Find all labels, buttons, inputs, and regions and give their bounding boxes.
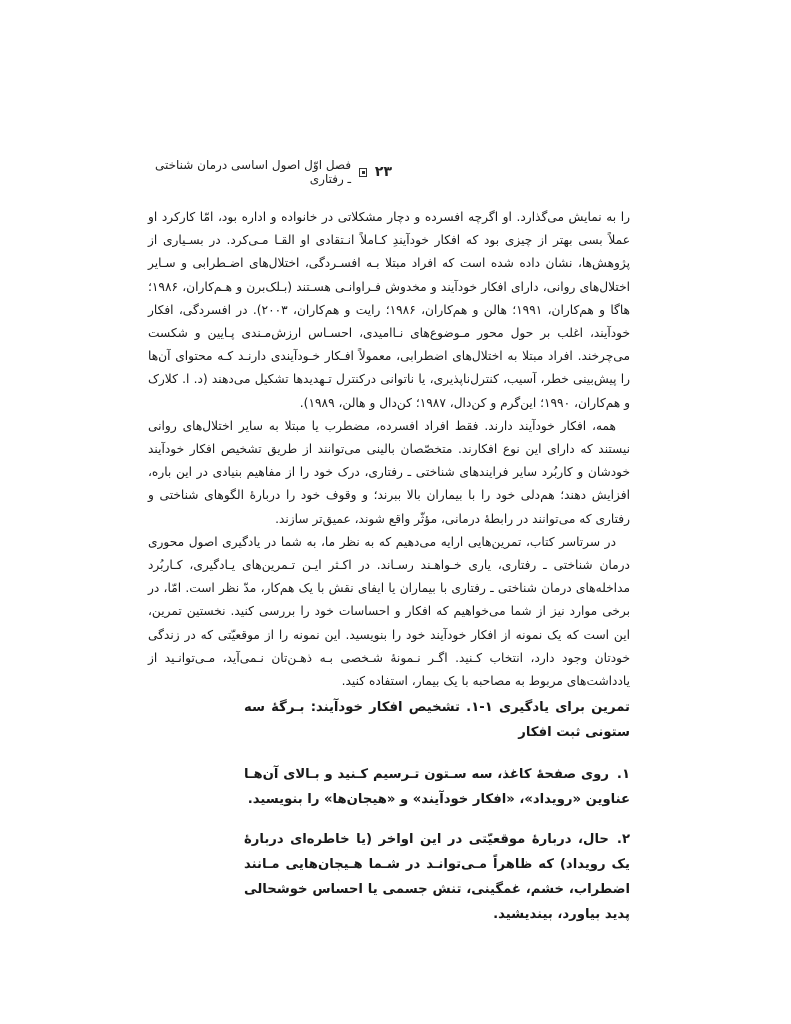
exercise-item-text: حال، دربارهٔ موقعیّتی در این اواخر (یا خاطره‌ای دربارهٔ یک رویداد) که ظاهراً مـی‌توانـد در شـما هـیجان‌هایی مـانند اضطراب، خشم، غمگینی، تنش جسمی یا احساس خوشحالی پدید بیاورد، بیندیشید. [244,832,630,922]
body-text [148,206,630,693]
exercise-item [244,762,630,812]
exercise-title: تمرین برای یادگیری ۱-۱. تشخیص افکار خودآیند: بـرگهٔ سه ستونی ثبت افکار [244,700,630,740]
paragraph: در سرتاسر کتاب، تمرین‌هایی ارایه می‌دهیم که به نظر ما، به شما در یادگیری اصول محوری درمان شناختی ـ رفتاری، یاری خـواهـند رسـاند. در اکـثر ایـن تـمرین‌های یـادگیری، کـاربُرد مداخله‌های درمان شناختی ـ رفتاری با بیماران یا ایفای نقش با یک هم‌کار، مدّ نظر است. امّا، در برخی موارد نیز از شما می‌خواهیم که افکار و احساسات خود را بررسی کنید. نخستین تمرین، این است که یک نمونه از افکار خودآیند خود را بنویسید. این نمونه را از موقعیّتی که در زندگی خودتان وجود دارد، انتخاب کـنید. اگـر نـمونهٔ شـخصی بـه ذهـن‌تان نـمی‌آید، مـی‌توانـید از یادداشت‌های مربوط به مصاحبه با یک بیمار، استفاده کنید. [148,534,630,689]
running-header [150,160,392,184]
paragraph: همه، افکار خودآیند دارند. فقط افراد افسرده، مضطرب یا مبتلا به سایر اختلال‌های روانی نیستند که دارای این نوع افکارند. متخصّصان بالینی می‌توانند از طریق تشخیص افکار خودآیند خودشان و کاربُرد سایر فرایندهای شناختی ـ رفتاری، درک خود را از مفاهیم بنیادی در این باره، افزایش دهند؛ هم‌دلی خود را با بیماران بالا ببرند؛ و وقوف خود را دربارهٔ الگوهای شناختی و رفتاری که می‌توانند در رابطهٔ درمانی، مؤثّر واقع شوند، عمیق‌تر سازند. [148,418,630,526]
paragraph: را به نمایش می‌گذارد. او اگرچه افسرده و دچار مشکلاتی در خانواده و اداره بود، امّا کارکرد او عملاً بسی بهتر از چیزی بود که افکار خودآیندِ کـاملاً انـتقادی او القـا مـی‌کرد. در بسـیاری از پژوهش‌ها، نشان داده شده است که افراد مبتلا بـه افسـردگی، اختلال‌های اضـطرابی و سـایر اختلال‌های روانی، دارای افکار خودآیند و مخدوش فـراوانـی هسـتند (بـلک‌برن و هـم‌کاران، ۱۹۸۶؛ هاگا و هم‌کاران، ۱۹۹۱؛ هالن و هم‌کاران، ۱۹۸۶؛ رایت و هم‌کاران، ۲۰۰۳). در افسردگی، افکار خودآیند، اغلب بر حول محور مـوضوع‌های نـاامیدی، احسـاس ارزش‌مـندی پـایین و شکست می‌چرخند. افراد مبتلا به اختلال‌های اضطرابی، معمولاً افـکار خـودآیندی دارنـد کـه محتوای آن‌ها را پیش‌بینی خطر، آسیب، کنترل‌ناپذیری، یا ناتوانی درکنترل تـهدیدها تشکیل می‌دهند (د. ا. کلارک و هم‌کاران، ۱۹۹۰؛ این‌گرم و کن‌دال، ۱۹۸۷؛ کن‌دال و هالن، ۱۹۸۹). [148,210,630,410]
exercise-item-number: ۱. [616,767,630,782]
exercise-item [244,827,630,927]
exercise-item-text: روی صفحهٔ کاغذ، سه سـتون تـرسیم کـنید و بـالای آن‌هـا عناوین «رویداد»، «افکار خودآیند» و «هیجان‌ها» را بنویسید. [244,767,630,807]
page-number: ۲۳ [374,164,392,180]
chapter-title: فصل اوّل اصول اساسی درمان شناختی ـ رفتاری [154,158,352,186]
square-bullet-icon [359,168,367,177]
exercise-item-number: ۲. [616,832,630,847]
